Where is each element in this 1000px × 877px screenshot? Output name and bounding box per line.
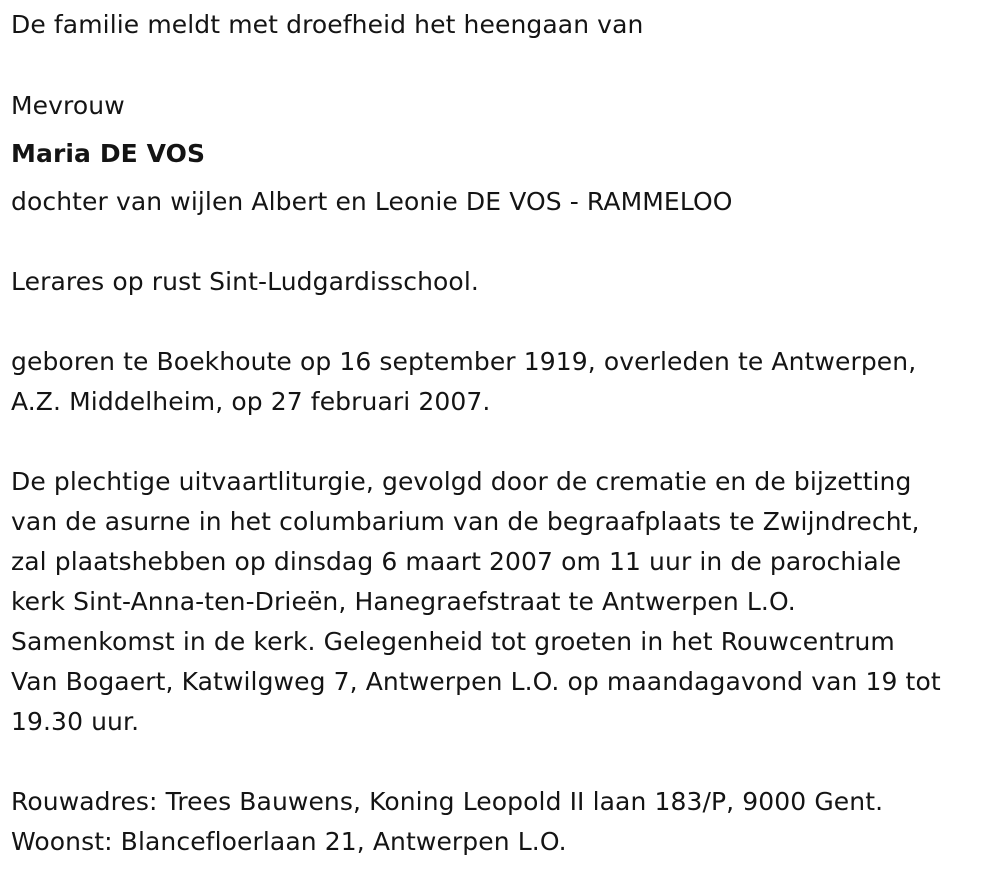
- parents-line: dochter van wijlen Albert en Leonie DE VOS - RAMMELOO: [11, 187, 733, 216]
- birth-death-line: A.Z. Middelheim, op 27 februari 2007.: [11, 387, 491, 416]
- ceremony-line: kerk Sint-Anna-ten-Drieën, Hanegraefstraat te Antwerpen L.O.: [11, 587, 796, 616]
- ceremony-line: 19.30 uur.: [11, 707, 140, 736]
- profession-line: Lerares op rust Sint-Ludgardisschool.: [11, 267, 479, 296]
- ceremony-line: Van Bogaert, Katwilgweg 7, Antwerpen L.O. op maandagavond van 19 tot: [11, 667, 941, 696]
- birth-death-line: geboren te Boekhoute op 16 september 1919, overleden te Antwerpen,: [11, 347, 917, 376]
- ceremony-line: zal plaatshebben op dinsdag 6 maart 2007 om 11 uur in de parochiale: [11, 547, 902, 576]
- deceased-name: Maria DE VOS: [11, 139, 206, 168]
- residence-address: Woonst: Blancefloerlaan 21, Antwerpen L.O.: [11, 827, 567, 856]
- ceremony-line: Samenkomst in de kerk. Gelegenheid tot groeten in het Rouwcentrum: [11, 627, 895, 656]
- ceremony-line: De plechtige uitvaartliturgie, gevolgd door de crematie en de bijzetting: [11, 467, 912, 496]
- intro-text: De familie meldt met droefheid het heengaan van: [11, 10, 644, 39]
- salutation: Mevrouw: [11, 91, 125, 120]
- mourning-address: Rouwadres: Trees Bauwens, Koning Leopold II laan 183/P, 9000 Gent.: [11, 787, 884, 816]
- ceremony-line: van de asurne in het columbarium van de begraafplaats te Zwijndrecht,: [11, 507, 920, 536]
